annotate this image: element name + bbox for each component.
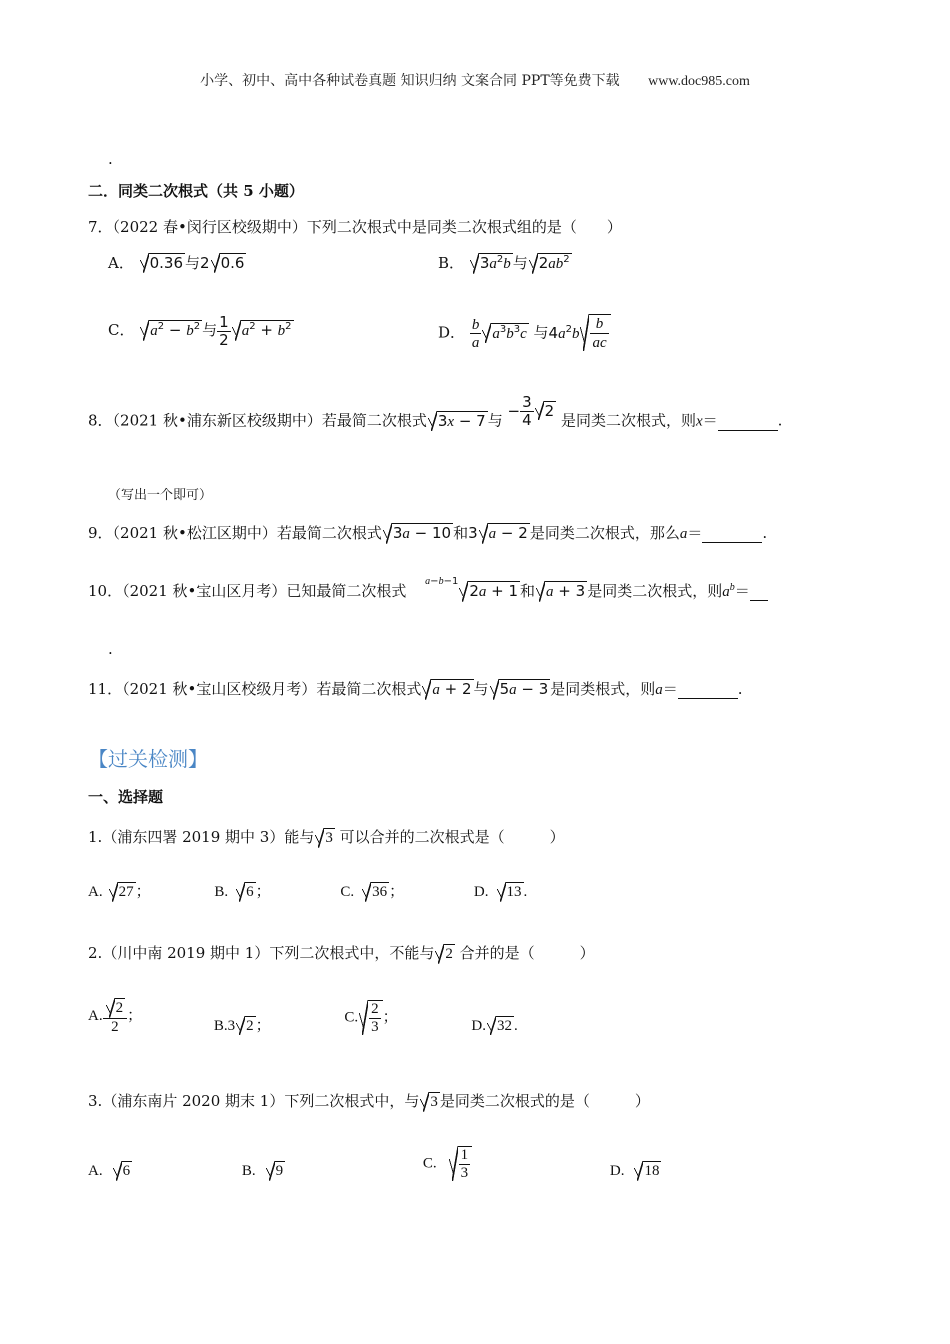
- question-10: 10．（2021 秋•宝山区月考）已知最简二次根式 $^{a-b-1}$2a + 1 和 a + 3 是同类二次根式，则$a^b=$: [88, 580, 768, 602]
- q10-answer-blank[interactable]: [750, 582, 768, 601]
- p1-option-b[interactable]: B. 6 ；: [214, 884, 271, 900]
- p2-option-a[interactable]: A. $\frac{2}{2}$ ；: [88, 1000, 143, 1035]
- q7-option-a[interactable]: A． 0.36 与2 0.6: [108, 254, 245, 272]
- p2-option-b[interactable]: B.3 2 ；: [213, 1017, 271, 1034]
- stray-dot: .: [108, 150, 113, 168]
- q11-answer-blank[interactable]: [678, 680, 738, 699]
- q7-option-b[interactable]: B． $3a^2b$ 与 $2ab^2$: [438, 254, 570, 272]
- p3-option-a[interactable]: A. 6: [88, 1163, 131, 1180]
- p1-option-c[interactable]: C. 36 ；: [340, 884, 405, 900]
- section-title-choice: 一、选择题: [88, 788, 164, 806]
- page-header: [0, 70, 950, 90]
- question-7: 7．（2022 春•闵行区校级期中）下列二次根式中是同类二次根式组的是（ ）: [88, 218, 622, 236]
- problem-2: 2.（川中南 2019 期中 1）下列二次根式中，不能与 2 合并的是（ ）: [88, 944, 595, 962]
- p2-option-c[interactable]: C. $\frac{2}{3}$ ；: [344, 1001, 398, 1035]
- section-title-similar-radicals: 二．同类二次根式（共 5 小题）: [88, 182, 304, 200]
- q8-answer-blank[interactable]: [718, 412, 778, 431]
- p1-option-a[interactable]: A. 27 ；: [88, 884, 151, 900]
- question-11: 11．（2021 秋•宝山区校级月考）若最简二次根式 a + 2 与 5a − 3 是同类根式，则a＝ .: [88, 680, 743, 698]
- q7-option-c[interactable]: C． $a^2 - b^2$ 与 $\frac{1}{2}$ $a^2 + b^2$: [108, 313, 292, 349]
- q7-option-d[interactable]: D． $\frac{b}{a}$ $a^3b^3c$ 与$4a^2b$ $\frac{b}{ac}$: [438, 314, 611, 352]
- question-9: 9．（2021 秋•松江区期中）若最简二次根式 3a − 10 和3 a − 2 是同类二次根式，那么a＝ .: [88, 524, 768, 542]
- p1-options: [88, 880, 527, 902]
- p2-options: [88, 998, 518, 1035]
- p3-option-b[interactable]: B. 9: [241, 1163, 284, 1180]
- p3-option-c[interactable]: C. $\frac{1}{3}$: [423, 1146, 472, 1181]
- p3-option-d[interactable]: D. 18: [609, 1163, 660, 1180]
- question-8: 8．（2021 秋•浦东新区校级期中）若最简二次根式 3x − 7 与 − $\frac{3}{4}$ 2 是同类二次根式，则x＝ .: [88, 393, 783, 430]
- p3-options: [88, 1146, 661, 1181]
- problem-3: 3.（浦东南片 2020 期末 1）下列二次根式中，与 3 是同类二次根式的是（ ）: [88, 1092, 650, 1110]
- p2-option-d[interactable]: D. 32 .: [471, 1017, 518, 1034]
- q9-answer-blank[interactable]: [702, 524, 762, 543]
- problem-1: 1.（浦东四署 2019 期中 3）能与 3 可以合并的二次根式是（ ）: [88, 828, 565, 846]
- p1-option-d[interactable]: D. 13 .: [473, 884, 528, 900]
- header-text: 小学、初中、高中各种试卷真题 知识归纳 文案合同 PPT等免费下载: [200, 73, 620, 89]
- q8-note: （写出一个即可）: [108, 488, 213, 503]
- check-section-title: 【过关检测】: [88, 747, 208, 771]
- q10-end-dot: .: [108, 640, 113, 658]
- header-site[interactable]: www.doc985.com: [648, 74, 750, 89]
